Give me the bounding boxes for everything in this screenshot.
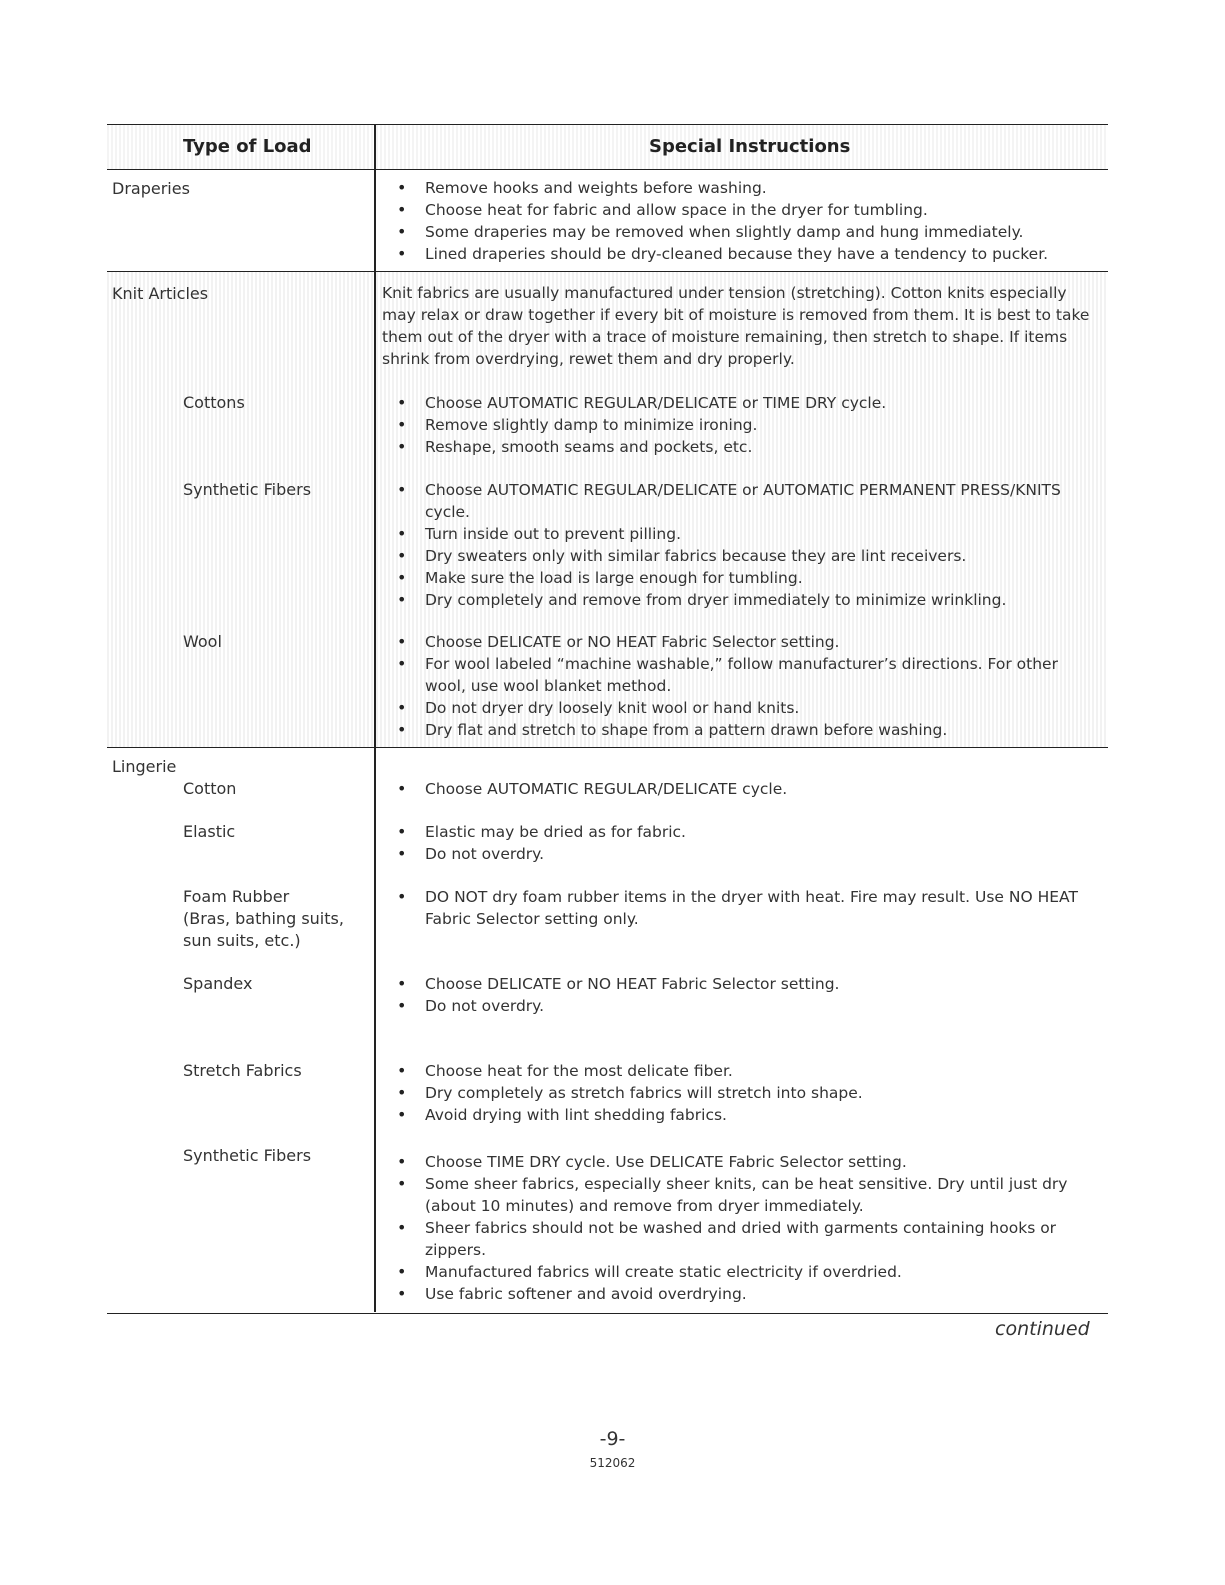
bullet-item: • Do not overdry. bbox=[397, 995, 1087, 1017]
label-knit-cottons: Cottons bbox=[183, 393, 245, 412]
row-draperies bbox=[107, 170, 1108, 272]
bullet-item: • Make sure the load is large enough for tumbling. bbox=[397, 567, 1087, 589]
bullet-item: • Choose TIME DRY cycle. Use DELICATE Fabric Selector setting. bbox=[397, 1151, 1087, 1173]
bullet-item: • Some draperies may be removed when slightly damp and hung immediately. bbox=[397, 221, 1087, 243]
bullet-item: • Some sheer fabrics, especially sheer knits, can be heat sensitive. Dry until just dry (about 10 minutes) and remove from dryer immediately. bbox=[397, 1173, 1087, 1217]
label-lingerie-foam-detail: sun suits, etc.) bbox=[183, 931, 301, 950]
row-lingerie bbox=[107, 748, 1108, 1314]
bullet-item: • Avoid drying with lint shedding fabrics. bbox=[397, 1104, 1087, 1126]
bullet-item: • Use fabric softener and avoid overdrying. bbox=[397, 1283, 1087, 1305]
bullet-item: • Choose AUTOMATIC REGULAR/DELICATE or TIME DRY cycle. bbox=[397, 392, 1087, 414]
bullet-item: • Manufactured fabrics will create static electricity if overdried. bbox=[397, 1261, 1087, 1283]
bullet-item: • Choose heat for the most delicate fiber. bbox=[397, 1060, 1087, 1082]
table-header bbox=[107, 125, 1108, 170]
bullet-item: • Dry sweaters only with similar fabrics because they are lint receivers. bbox=[397, 545, 1087, 567]
label-lingerie-cotton: Cotton bbox=[183, 779, 237, 798]
header-special-instructions: Special Instructions bbox=[649, 136, 851, 157]
bullet-item: • Reshape, smooth seams and pockets, etc. bbox=[397, 436, 1087, 458]
knit-intro-paragraph: Knit fabrics are usually manufactured under tension (stretching). Cotton knits especially may relax or draw together if every bit of moisture is removed from them. It is best to take them out of the dryer with a trace of moisture remaining, then stretch to shape. If items shrink from overdrying, rewet them and dry properly. bbox=[382, 284, 1090, 368]
bullet-item: • DO NOT dry foam rubber items in the dryer with heat. Fire may result. Use NO HEAT Fabric Selector setting only. bbox=[397, 886, 1087, 930]
bullet-item: • Choose DELICATE or NO HEAT Fabric Selector setting. bbox=[397, 973, 1087, 995]
fabric-care-table bbox=[107, 124, 1108, 1314]
label-lingerie-foam: Foam Rubber bbox=[183, 887, 290, 906]
bullet-item: • Dry flat and stretch to shape from a pattern drawn before washing. bbox=[397, 719, 1087, 741]
label-draperies: Draperies bbox=[112, 179, 190, 198]
bullet-item: • For wool labeled “machine washable,” follow manufacturer’s directions. For other wool, use wool blanket method. bbox=[397, 653, 1087, 697]
bullet-item: • Choose AUTOMATIC REGULAR/DELICATE or AUTOMATIC PERMANENT PRESS/KNITS cycle. bbox=[397, 479, 1087, 523]
bullet-item: • Remove hooks and weights before washing. bbox=[397, 177, 1087, 199]
label-knit-articles: Knit Articles bbox=[112, 284, 209, 303]
continued-label: continued bbox=[995, 1318, 1090, 1340]
bullet-item: • Choose AUTOMATIC REGULAR/DELICATE cycle. bbox=[397, 778, 1087, 800]
bullet-item: • Turn inside out to prevent pilling. bbox=[397, 523, 1087, 545]
bullet-item: • Dry completely as stretch fabrics will stretch into shape. bbox=[397, 1082, 1087, 1104]
label-lingerie-synthetic: Synthetic Fibers bbox=[183, 1146, 312, 1165]
row-knit-articles bbox=[107, 272, 1108, 748]
bullet-item: • Choose heat for fabric and allow space in the dryer for tumbling. bbox=[397, 199, 1087, 221]
label-knit-synthetic: Synthetic Fibers bbox=[183, 480, 312, 499]
label-lingerie-stretch: Stretch Fabrics bbox=[183, 1061, 302, 1080]
bullet-item: • Dry completely and remove from dryer immediately to minimize wrinkling. bbox=[397, 589, 1087, 611]
header-type-of-load: Type of Load bbox=[183, 136, 312, 157]
label-knit-wool: Wool bbox=[183, 632, 222, 651]
label-lingerie-foam-detail: (Bras, bathing suits, bbox=[183, 909, 344, 928]
page-number: -9- bbox=[599, 1428, 626, 1450]
bullet-item: • Elastic may be dried as for fabric. bbox=[397, 821, 1087, 843]
bullet-item: • Do not dryer dry loosely knit wool or hand knits. bbox=[397, 697, 1087, 719]
bullet-item: • Lined draperies should be dry-cleaned because they have a tendency to pucker. bbox=[397, 243, 1087, 265]
document-number: 512062 bbox=[589, 1456, 636, 1470]
label-lingerie-elastic: Elastic bbox=[183, 822, 236, 841]
bullet-item: • Do not overdry. bbox=[397, 843, 1087, 865]
bullet-item: • Remove slightly damp to minimize ironing. bbox=[397, 414, 1087, 436]
label-lingerie: Lingerie bbox=[112, 757, 177, 776]
label-lingerie-spandex: Spandex bbox=[183, 974, 253, 993]
bullet-item: • Choose DELICATE or NO HEAT Fabric Selector setting. bbox=[397, 631, 1087, 653]
bullet-item: • Sheer fabrics should not be washed and dried with garments containing hooks or zippers. bbox=[397, 1217, 1087, 1261]
